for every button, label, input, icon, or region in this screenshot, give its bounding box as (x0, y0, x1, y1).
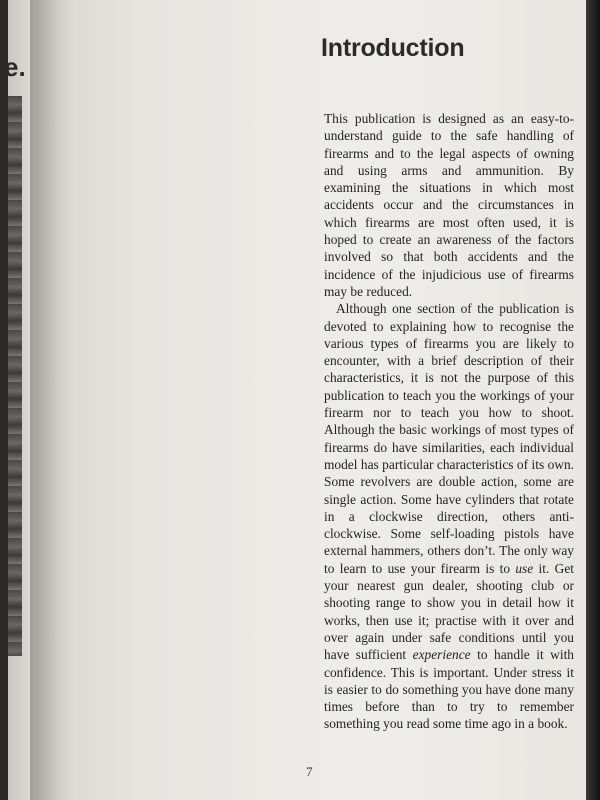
paragraph-1 (324, 110, 574, 300)
facing-page-photo-fragment (8, 96, 22, 656)
gutter-shadow (30, 0, 74, 800)
book-page (30, 0, 586, 800)
paragraph-1-text: This publication is designed as an easy-to-understand guide to the safe handling of firearms and to the legal aspects of owning and using arms and ammunition. By examining the situations in which most accidents occur and the circumstances in which firearms are most often used, it is hoped to create an awareness of the factors involved so that both accidents and the incidence of the injudicious use of firearms may be reduced. (324, 111, 574, 299)
facing-page-edge (4, 0, 30, 800)
emphasis-experience: experience (412, 647, 471, 663)
paragraph-2-text-b: it. Get your nearest gun dealer, shooting club or shooting range to show you in detail how it works, then use it; practise with it over and over again under safe conditions until you have sufficient (324, 560, 574, 663)
facing-page-text-fragment: e. (4, 52, 26, 82)
right-edge-shadow (586, 0, 600, 800)
paragraph-2-text-a: Although one section of the publication is devoted to explaining how to recognise the various types of firearms you are likely to encounter, with a brief description of their characteristics, it is not the purpose of this publication to teach you the workings of your firearm nor to teach you how to shoot. Although the basic workings of most types of firearms do have similarities, each individual model has particular characteristics of its own. Some revolvers are double action, some are single action. Some have cylinders that rotate in a clockwise direction, others anti-clockwise. Some self-loading pistols have external hammers, others don’t. The only way to learn to use your firearm is to (324, 301, 574, 576)
paragraph-2-text-c: to handle it with confidence. This is important. Under stress it is easier to do something you have done many times before than to try to remember something you read some time ago in a book. (324, 647, 574, 732)
paragraph-2 (324, 300, 574, 732)
page-number: 7 (306, 764, 313, 779)
body-text (324, 110, 574, 733)
left-edge-shadow (0, 0, 8, 800)
page-title: Introduction (321, 34, 465, 62)
emphasis-use: use (515, 560, 534, 576)
